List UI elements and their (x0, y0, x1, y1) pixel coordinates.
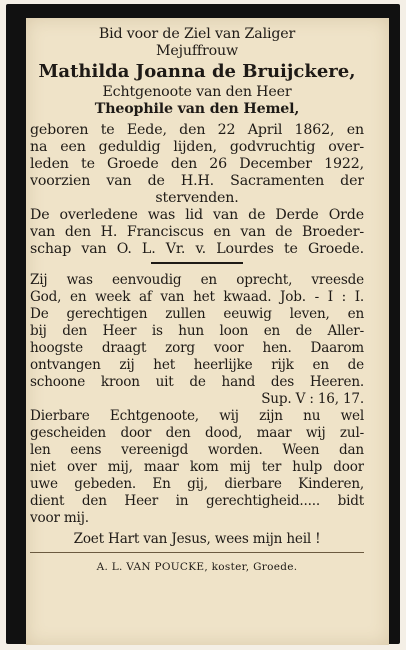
membership-line: schap van O. L. Vr. v. Lourdes te Groede. (30, 241, 364, 257)
spouse-name: Theophile van den Hemel, (94, 101, 300, 117)
farewell-line: Dierbare Echtgenoote, wij zijn nu wel (30, 408, 364, 424)
verse-line: Zij was eenvoudig en oprecht, vreesde (30, 272, 364, 288)
bio-line: voorzien van de H.H. Sacramenten der (30, 173, 364, 189)
footer-rule (30, 552, 364, 553)
spouse-intro: Echtgenoote van den Heer (102, 84, 292, 100)
membership-line: van den H. Franciscus en van de Broeder- (30, 224, 364, 240)
farewell-line: uwe gebeden. En gij, dierbare Kinderen, (30, 476, 364, 492)
farewell-line: gescheiden door den dood, maar wij zul- (30, 425, 364, 441)
farewell-line: dient den Heer in gerechtigheid..... bidt (30, 493, 364, 509)
closing-invocation: Zoet Hart van Jesus, wees mijn heil ! (73, 531, 321, 547)
verse-line: De gerechtigen zullen eeuwig leven, en (30, 306, 364, 322)
verse-line: schoone kroon uit de hand des Heeren. (30, 374, 364, 390)
verse-line: ontvangen zij het heerlijke rijk en de (30, 357, 364, 373)
bio-line: leden te Groede den 26 December 1922, (30, 156, 364, 172)
verse-line: bij den Heer is hun loon en de Aller- (30, 323, 364, 339)
title-mejuffrouw: Mejuffrouw (155, 43, 239, 59)
prayer-heading: Bid voor de Ziel van Zaliger (98, 26, 296, 42)
printer-credit: A. L. VAN POUCKE, koster, Groede. (96, 561, 298, 573)
verse-reference: Sup. V : 16, 17. (261, 391, 364, 407)
bio-line: na een geduldig lijden, godvruchtig over- (30, 139, 364, 155)
verse-line: God, en week af van het kwaad. Job. - I : I. (30, 289, 364, 305)
verse-line: hoogste draagt zorg voor hen. Daarom (30, 340, 364, 356)
farewell-line: voor mij. (30, 510, 89, 526)
bio-line: stervenden. (155, 190, 239, 206)
membership-line: De overledene was lid van de Derde Orde (30, 207, 364, 223)
divider-rule (151, 262, 243, 264)
card-text (30, 26, 364, 575)
farewell-line: len eens vereenigd worden. Ween dan (30, 442, 364, 458)
farewell-line: niet over mij, maar kom mij ter hulp door (30, 459, 364, 475)
deceased-name: Mathilda Joanna de Bruijckere, (38, 61, 356, 82)
bio-line: geboren te Eede, den 22 April 1862, en (30, 122, 364, 138)
